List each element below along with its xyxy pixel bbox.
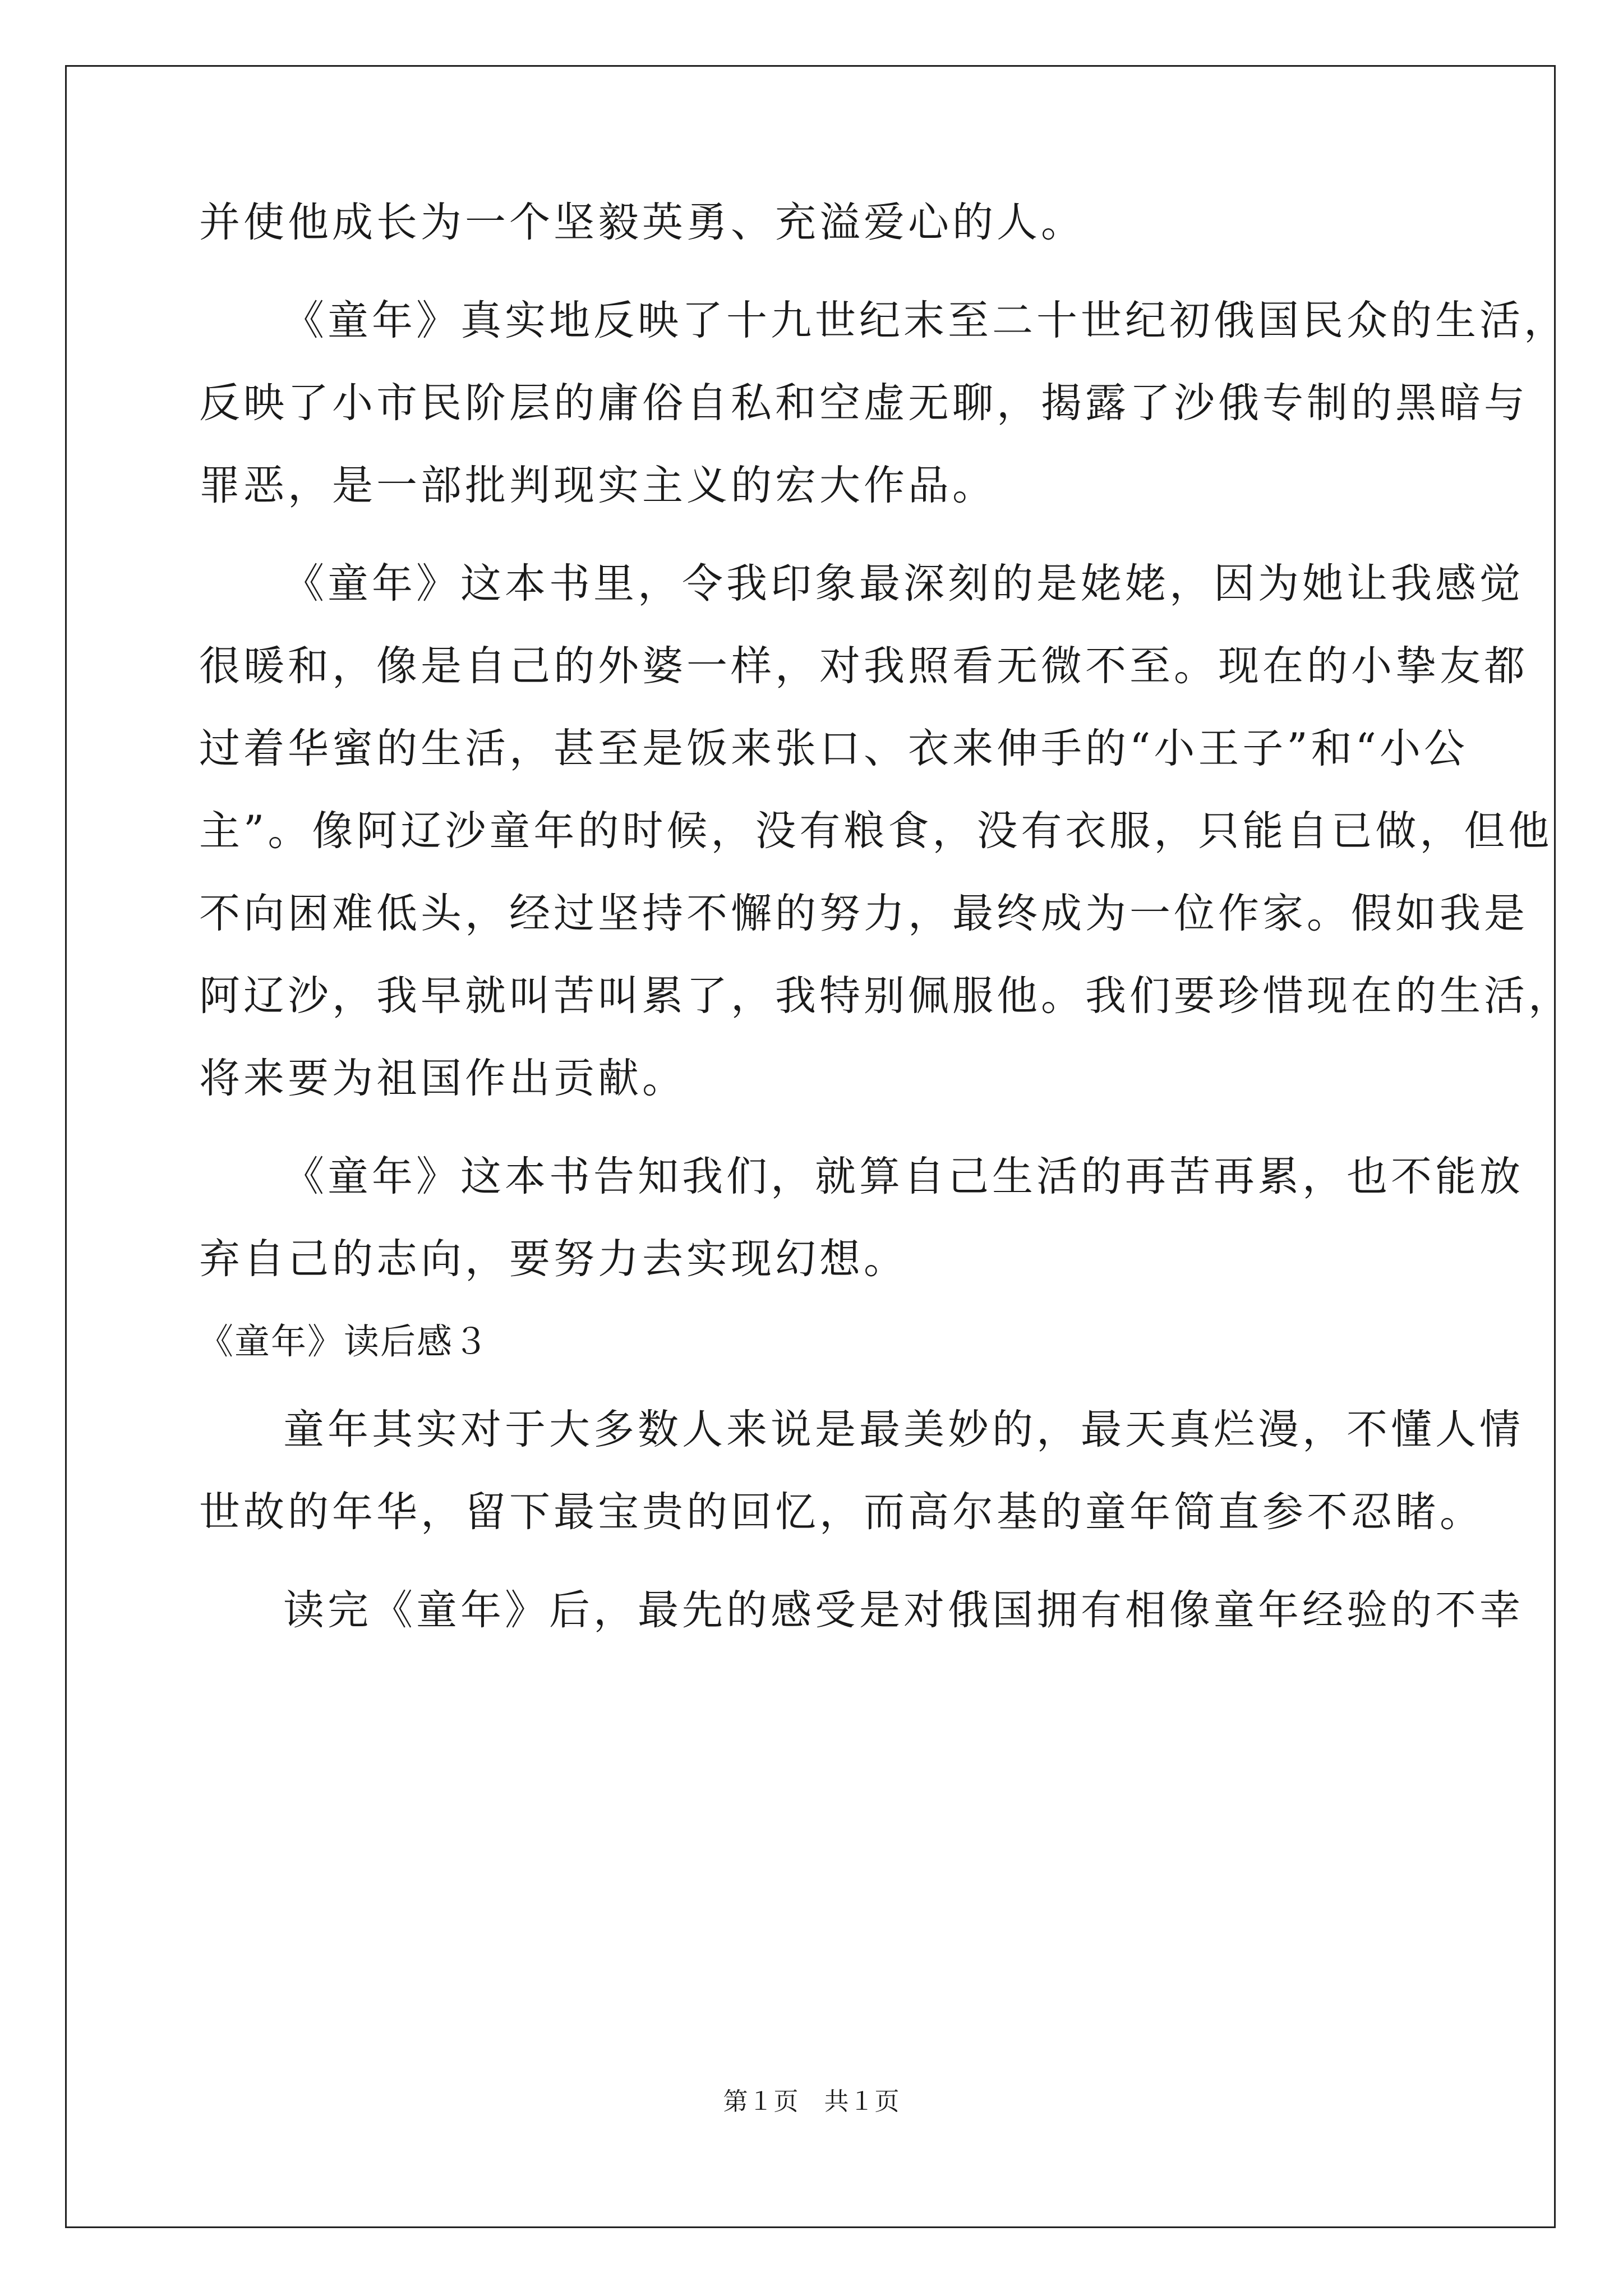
paragraph-line: 《童年》这本书告知我们，就算自己生活的再苦再累，也不能放 (283, 1153, 1524, 1200)
paragraph-line: 过着华蜜的生活，甚至是饭来张口、衣来伸手的“小王子”和“小公 (199, 725, 1468, 772)
paragraph-line: 罪恶，是一部批判现实主义的宏大作品。 (199, 462, 997, 509)
paragraph-line: 反映了小市民阶层的庸俗自私和空虚无聊，揭露了沙俄专制的黑暗与 (199, 379, 1528, 427)
paragraph-line: 很暖和，像是自己的外婆一样，对我照看无微不至。现在的小挚友都 (199, 642, 1528, 690)
paragraph-line: 《童年》这本书里，令我印象最深刻的是姥姥，因为她让我感觉 (283, 560, 1524, 608)
paragraph-line: 弃自己的志向，要努力去实现幻想。 (199, 1235, 908, 1283)
paragraph-line: 童年其实对于大多数人来说是最美妙的，最天真烂漫，不懂人情 (283, 1406, 1524, 1453)
paragraph-line: 不向困难低头，经过坚持不懈的努力，最终成为一位作家。假如我是 (199, 890, 1528, 937)
section-heading: 《童年》读后感３ (198, 1321, 490, 1362)
paragraph-line: 主”。像阿辽沙童年的时候，没有粮食，没有衣服，只能自已做，但他 (199, 807, 1553, 855)
paragraph-line: 将来要为祖国作出贡献。 (199, 1055, 686, 1102)
document-body (198, 199, 1573, 1672)
paragraph-line: 世故的年华，留下最宝贵的回忆，而高尔基的童年简直参不忍睹。 (199, 1488, 1484, 1536)
paragraph-line: 阿辽沙，我早就叫苦叫累了，我特别佩服他。我们要珍惜现在的生活， (199, 972, 1573, 1020)
paragraph-line: 《童年》真实地反映了十九世纪末至二十世纪初俄国民众的生活， (283, 297, 1568, 344)
page-footer: 第１页 共１页 (723, 2087, 900, 2116)
paragraph-line: 读完《童年》后，最先的感受是对俄国拥有相像童年经验的不幸 (283, 1586, 1524, 1634)
paragraph-line: 并使他成长为一个坚毅英勇、充溢爱心的人。 (199, 199, 1085, 246)
